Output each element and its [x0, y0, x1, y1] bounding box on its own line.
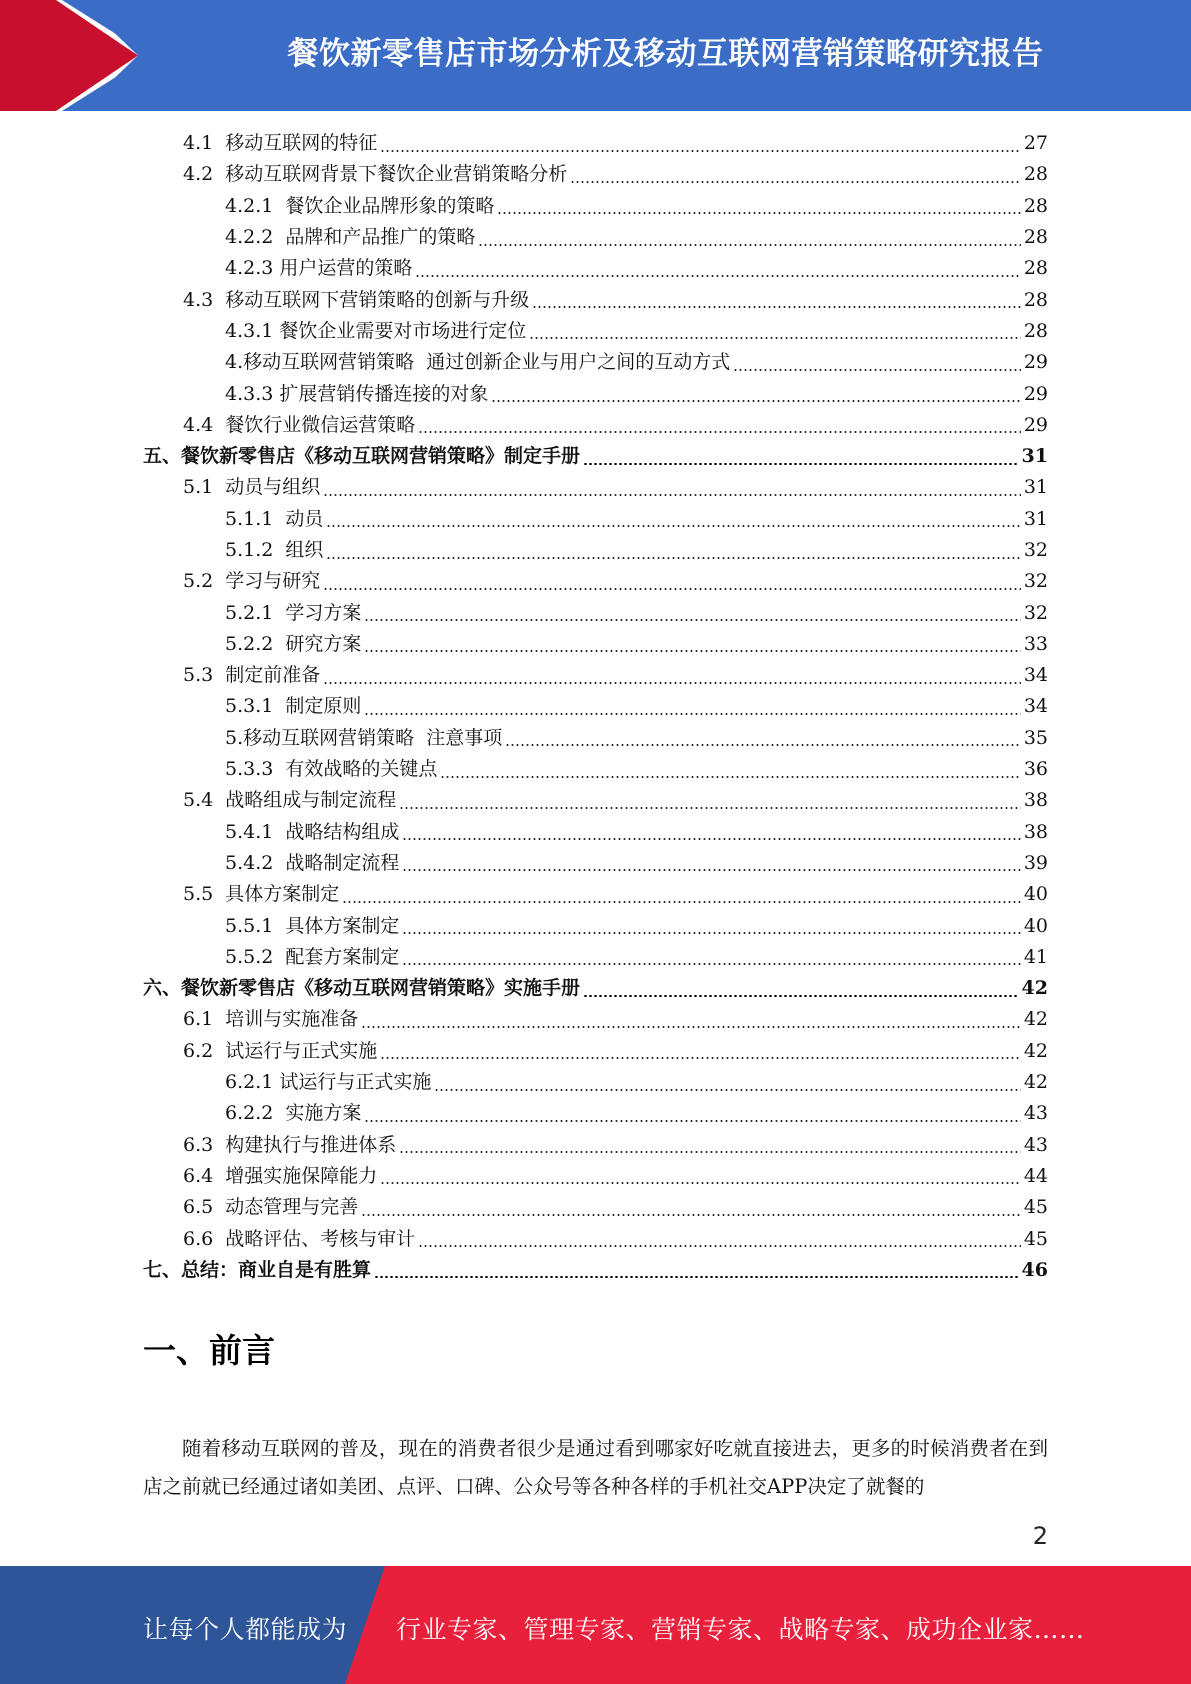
- toc-dot-leader: [733, 369, 1021, 371]
- toc-entry-label: 五、餐饮新零售店《移动互联网营销策略》制定手册: [143, 445, 581, 468]
- toc-entry-page: 42: [1023, 1008, 1048, 1031]
- toc-entry-page: 40: [1023, 883, 1048, 906]
- toc-dot-leader: [326, 557, 1020, 559]
- toc-entry-label: 4.移动互联网营销策略 通过创新企业与用户之间的互动方式: [225, 351, 731, 374]
- toc-entry-label: 6.2.1 试运行与正式实施: [225, 1071, 432, 1094]
- toc-entry-label: 5.5.2 配套方案制定: [225, 945, 400, 968]
- toc-dot-leader: [505, 744, 1021, 746]
- toc-dot-leader: [326, 525, 1020, 527]
- toc-entry-label: 6.1 培训与实施准备: [183, 1008, 359, 1031]
- toc-dot-leader: [323, 588, 1021, 590]
- section-heading: 一、前言: [143, 1331, 275, 1370]
- toc-dot-leader: [583, 995, 1019, 997]
- toc-entry[interactable]: [143, 848, 1048, 879]
- toc-entry-page: 27: [1023, 132, 1048, 155]
- toc-entry[interactable]: [143, 1255, 1048, 1286]
- toc-entry[interactable]: [143, 1004, 1048, 1035]
- toc-entry-label: 4.2.1 餐饮企业品牌形象的策略: [225, 194, 495, 217]
- toc-entry-page: 29: [1023, 382, 1048, 405]
- toc-entry-label: 6.6 战略评估、考核与审计: [183, 1227, 416, 1250]
- toc-entry-page: 28: [1023, 257, 1048, 280]
- toc-entry[interactable]: [143, 222, 1048, 253]
- page-header: [0, 0, 1191, 111]
- toc-entry[interactable]: [143, 316, 1048, 347]
- toc-dot-leader: [361, 1026, 1021, 1028]
- toc-dot-leader: [491, 400, 1020, 402]
- toc-dot-leader: [380, 1182, 1021, 1184]
- toc-dot-leader: [399, 807, 1021, 809]
- toc-entry-label: 5.2.1 学习方案: [225, 601, 362, 624]
- toc-entry-label: 5.1.2 组织: [225, 539, 324, 561]
- toc-dot-leader: [399, 1151, 1021, 1153]
- toc-entry-page: 38: [1023, 820, 1048, 843]
- toc-entry-page: 32: [1023, 570, 1048, 593]
- toc-dot-leader: [570, 181, 1021, 183]
- toc-entry-label: 6.3 构建执行与推进体系: [183, 1133, 397, 1156]
- toc-entry[interactable]: [143, 441, 1048, 472]
- footer-slogan-left: 让每个人都能成为: [143, 1615, 348, 1644]
- toc-entry-label: 5.4.1 战略结构组成: [225, 820, 400, 843]
- toc-entry-label: 5.2 学习与研究: [183, 570, 321, 593]
- toc-entry[interactable]: [143, 817, 1048, 848]
- toc-entry-page: 42: [1023, 1071, 1048, 1094]
- toc-entry-page: 45: [1023, 1227, 1048, 1250]
- toc-dot-leader: [529, 337, 1020, 339]
- toc-dot-leader: [361, 1214, 1021, 1216]
- toc-dot-leader: [402, 963, 1020, 965]
- toc-entry[interactable]: [143, 378, 1048, 409]
- toc-entry-label: 4.3 移动互联网下营销策略的创新与升级: [183, 288, 530, 311]
- toc-entry-page: 43: [1023, 1133, 1048, 1156]
- toc-entry[interactable]: [143, 347, 1048, 378]
- toc-entry[interactable]: [143, 253, 1048, 284]
- toc-dot-leader: [364, 713, 1020, 715]
- document-title: 餐饮新零售店市场分析及移动互联网营销策略研究报告: [287, 36, 1044, 72]
- toc-entry[interactable]: [143, 723, 1048, 754]
- toc-dot-leader: [364, 619, 1020, 621]
- toc-entry-page: 28: [1023, 163, 1048, 186]
- toc-entry-page: 39: [1023, 851, 1048, 874]
- toc-entry-label: 4.1 移动互联网的特征: [183, 132, 378, 155]
- toc-entry-label: 6.2.2 实施方案: [225, 1102, 362, 1125]
- page-number: 2: [1032, 1522, 1048, 1550]
- toc-entry-page: 40: [1023, 914, 1048, 937]
- toc-dot-leader: [402, 838, 1020, 840]
- toc-entry-label: 5.4 战略组成与制定流程: [183, 789, 397, 812]
- toc-dot-leader: [374, 1276, 1019, 1278]
- toc-dot-leader: [478, 244, 1020, 246]
- body-paragraph: [143, 1430, 1048, 1506]
- toc-entry[interactable]: [143, 191, 1048, 222]
- toc-entry[interactable]: [143, 566, 1048, 597]
- toc-entry-page: 33: [1023, 632, 1048, 655]
- header-arrow-decoration: [0, 0, 150, 111]
- toc-entry-page: 32: [1023, 601, 1048, 624]
- toc-entry-page: 31: [1023, 476, 1048, 499]
- toc-entry-label: 4.2.2 品牌和产品推广的策略: [225, 226, 476, 249]
- toc-entry-label: 六、餐饮新零售店《移动互联网营销策略》实施手册: [143, 977, 581, 1000]
- paragraph-text: 随着移动互联网的普及，现在的消费者很少是通过看到哪家好吃就直接进去，更多的时候消费者在到店之前就已经通过诸如美团、点评、口碑、公众号等各种各样的手机社交APP决定了就餐的: [143, 1437, 1048, 1498]
- toc-entry[interactable]: [143, 504, 1048, 535]
- toc-entry[interactable]: [143, 1130, 1048, 1161]
- toc-entry[interactable]: [143, 691, 1048, 722]
- table-of-contents: [143, 128, 1048, 1286]
- toc-entry[interactable]: [143, 785, 1048, 816]
- toc-entry-page: 36: [1023, 758, 1048, 781]
- toc-dot-leader: [497, 212, 1020, 214]
- toc-entry[interactable]: [143, 879, 1048, 910]
- toc-entry-page: 31: [1023, 507, 1048, 530]
- toc-dot-leader: [583, 463, 1019, 465]
- toc-entry[interactable]: [143, 1223, 1048, 1254]
- toc-entry-page: 34: [1023, 695, 1048, 718]
- toc-entry-label: 4.4 餐饮行业微信运营策略: [183, 413, 416, 436]
- toc-dot-leader: [434, 1089, 1020, 1091]
- toc-dot-leader: [418, 1245, 1021, 1247]
- toc-entry-page: 42: [1021, 977, 1048, 1000]
- toc-entry-page: 42: [1023, 1039, 1048, 1062]
- toc-entry[interactable]: [143, 159, 1048, 190]
- toc-entry-label: 5.2.2 研究方案: [225, 632, 362, 655]
- toc-entry-page: 45: [1023, 1196, 1048, 1219]
- toc-entry-page: 38: [1023, 789, 1048, 812]
- toc-entry[interactable]: [143, 410, 1048, 441]
- toc-entry-label: 七、总结：商业自是有胜算: [143, 1258, 372, 1281]
- toc-entry-label: 5.3 制定前准备: [183, 664, 321, 687]
- toc-entry[interactable]: [143, 660, 1048, 691]
- toc-entry-page: 28: [1023, 288, 1048, 311]
- toc-entry-page: 35: [1023, 726, 1048, 749]
- toc-dot-leader: [364, 1120, 1020, 1122]
- toc-entry-page: 46: [1021, 1258, 1048, 1281]
- toc-dot-leader: [415, 275, 1020, 277]
- toc-entry-label: 5.5.1 具体方案制定: [225, 914, 400, 937]
- toc-dot-leader: [342, 901, 1021, 903]
- toc-dot-leader: [402, 869, 1020, 871]
- toc-entry-page: 31: [1021, 445, 1048, 468]
- toc-entry[interactable]: [143, 535, 1048, 566]
- toc-entry[interactable]: [143, 1098, 1048, 1129]
- toc-entry-label: 4.2 移动互联网背景下餐饮企业营销策略分析: [183, 163, 568, 186]
- toc-entry-label: 4.3.3 扩展营销传播连接的对象: [225, 382, 489, 405]
- toc-entry[interactable]: [143, 1192, 1048, 1223]
- toc-entry[interactable]: [143, 1036, 1048, 1067]
- toc-entry[interactable]: [143, 754, 1048, 785]
- toc-entry-page: 41: [1023, 945, 1048, 968]
- toc-entry[interactable]: [143, 629, 1048, 660]
- toc-dot-leader: [323, 682, 1021, 684]
- toc-dot-leader: [323, 494, 1021, 496]
- toc-entry-label: 5.3.1 制定原则: [225, 695, 362, 718]
- toc-entry-label: 5.4.2 战略制定流程: [225, 851, 400, 874]
- toc-entry-label: 5.1 动员与组织: [183, 476, 321, 499]
- toc-dot-leader: [402, 932, 1020, 934]
- toc-dot-leader: [364, 650, 1020, 652]
- toc-dot-leader: [380, 1057, 1021, 1059]
- toc-entry-label: 5.5 具体方案制定: [183, 883, 340, 906]
- toc-entry[interactable]: [143, 973, 1048, 1004]
- toc-entry[interactable]: [143, 597, 1048, 628]
- toc-entry-label: 6.4 增强实施保障能力: [183, 1164, 378, 1187]
- toc-entry-label: 4.3.1 餐饮企业需要对市场进行定位: [225, 319, 527, 342]
- toc-entry-page: 43: [1023, 1102, 1048, 1125]
- toc-entry-label: 6.5 动态管理与完善: [183, 1196, 359, 1219]
- page-footer: [0, 1566, 1191, 1684]
- toc-entry[interactable]: [143, 284, 1048, 315]
- toc-entry-label: 5.1.1 动员: [225, 507, 324, 530]
- toc-entry-label: 4.2.3 用户运营的策略: [225, 257, 413, 280]
- footer-slogan-right: 行业专家、管理专家、营销专家、战略专家、成功企业家……: [396, 1615, 1085, 1644]
- toc-entry-label: 5.移动互联网营销策略 注意事项: [225, 726, 503, 749]
- toc-entry-page: 44: [1023, 1164, 1048, 1187]
- toc-entry[interactable]: [143, 472, 1048, 503]
- toc-entry-page: 29: [1023, 413, 1048, 436]
- toc-entry-label: 5.3.3 有效战略的关键点: [225, 758, 438, 781]
- toc-entry-page: 28: [1023, 194, 1048, 217]
- toc-dot-leader: [418, 431, 1021, 433]
- toc-entry[interactable]: [143, 128, 1048, 159]
- toc-dot-leader: [440, 776, 1020, 778]
- toc-entry-page: 29: [1023, 351, 1048, 374]
- toc-dot-leader: [380, 150, 1021, 152]
- toc-entry[interactable]: [143, 910, 1048, 941]
- toc-entry[interactable]: [143, 942, 1048, 973]
- toc-entry-label: 6.2 试运行与正式实施: [183, 1039, 378, 1062]
- toc-entry[interactable]: [143, 1161, 1048, 1192]
- toc-entry-page: 28: [1023, 319, 1048, 342]
- toc-entry[interactable]: [143, 1067, 1048, 1098]
- toc-entry-page: 28: [1023, 226, 1048, 249]
- toc-dot-leader: [532, 306, 1021, 308]
- toc-entry-page: 34: [1023, 664, 1048, 687]
- toc-entry-page: 32: [1023, 539, 1048, 561]
